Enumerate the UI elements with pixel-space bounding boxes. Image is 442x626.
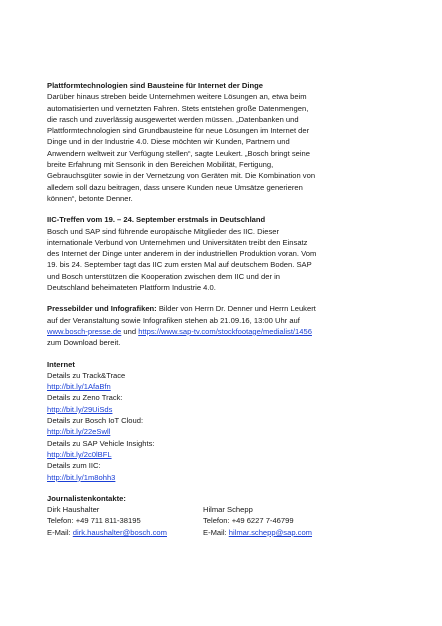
contact-name: Dirk Haushalter bbox=[47, 505, 100, 515]
contact-email-row bbox=[203, 527, 403, 538]
press-between: und bbox=[121, 326, 139, 336]
internet-link-sap-vehicle-insights[interactable]: http://bit.ly/2c0lBFL bbox=[47, 449, 112, 459]
section-heading-platform: Plattformtechnologien sind Bausteine für Internet der Dinge bbox=[47, 81, 264, 90]
press-line-1 bbox=[47, 303, 407, 314]
body-line: Dinge und in der Industrie 4.0. Diese möchten wir Kunden, Partnern und bbox=[47, 137, 290, 147]
sap-tv-link[interactable]: https://www.sap-tv.com/stockfootage/medialist/1456 bbox=[138, 326, 312, 336]
body-line: internationale Verbund von Unternehmen und Universitäten treibt den Einsatz bbox=[47, 237, 308, 247]
section-heading-internet: Internet bbox=[47, 359, 75, 369]
body-line: Darüber hinaus streben beide Unternehmen weitere Lösungen an, etwa beim bbox=[47, 92, 307, 102]
body-line: breite Erfahrung mit Sensorik in den Bereichen Mobilität, Fertigung, bbox=[47, 160, 274, 170]
body-line: Anwendern weltweit zur Verfügung stellen“, sagte Leukert. „Bosch bringt seine bbox=[47, 148, 310, 158]
body-line: 19. bis 24. September tagt das IIC zum ersten Mal auf deutschem Boden. SAP bbox=[47, 260, 312, 270]
internet-label: Details zur Bosch IoT Cloud: bbox=[47, 416, 144, 426]
press-lead: Pressebilder und Infografiken: bbox=[47, 304, 157, 314]
contact-email-link-sap[interactable]: hilmar.schepp@sap.com bbox=[228, 527, 313, 537]
body-line: Deutschland beheimateten Plattform Industrie 4.0. bbox=[47, 283, 216, 293]
press-text: Bilder von Herrn Dr. Denner und Herrn Leukert bbox=[156, 304, 316, 314]
body-line: Gebrauchsgüter sowie in der Vernetzung von Geräten mit. Die Kombination von bbox=[47, 171, 316, 181]
contact-phone: Telefon: +49 711 811-38195 bbox=[47, 516, 141, 526]
contact-phone: Telefon: +49 6227 7-46799 bbox=[203, 516, 294, 526]
body-line: können“, betonte Denner. bbox=[47, 193, 133, 203]
body-line: automatisierten und vernetzten Fahren. Stets entstehen große Datenmengen, bbox=[47, 103, 309, 113]
body-line: die rasch und zuverlässig ausgewertet werden müssen. „Datenbanken und bbox=[47, 114, 299, 124]
internet-label: Details zu Track&Trace bbox=[47, 370, 126, 380]
contact-email-row bbox=[47, 527, 203, 538]
section-body-iic bbox=[47, 226, 407, 294]
section-body-platform bbox=[47, 91, 407, 204]
bosch-presse-link[interactable]: www.bosch-presse.de bbox=[47, 326, 122, 336]
press-line-3 bbox=[47, 326, 407, 337]
section-contacts bbox=[47, 493, 407, 538]
internet-link-zeno-track[interactable]: http://bit.ly/29UiSds bbox=[47, 404, 113, 414]
section-platform bbox=[47, 80, 407, 204]
internet-link-iic[interactable]: http://bit.ly/1m8ohh3 bbox=[47, 472, 116, 482]
contacts-heading: Journalistenkontakte: bbox=[47, 493, 126, 503]
contact-sap bbox=[203, 504, 403, 538]
press-line-4: zum Download bereit. bbox=[47, 338, 121, 348]
internet-link-bosch-iot-cloud[interactable]: http://bit.ly/22eSwll bbox=[47, 427, 111, 437]
press-line-2: auf der Veranstaltung sowie Infografiken stehen ab 21.09.16, 13:00 Uhr auf bbox=[47, 315, 300, 325]
document-content bbox=[47, 80, 407, 538]
internet-link-track-trace[interactable]: http://bit.ly/1AfaBfn bbox=[47, 382, 111, 392]
body-line: und Bosch unterstützen die Kooperation zwischen dem IIC und der in bbox=[47, 271, 281, 281]
body-line: Bosch und SAP sind führende europäische Mitglieder des IIC. Dieser bbox=[47, 226, 280, 236]
email-label: E-Mail: bbox=[47, 527, 73, 537]
body-line: Plattformtechnologien sind Grundbausteine für neue Lösungen im Internet der bbox=[47, 126, 310, 136]
section-press-images bbox=[47, 303, 407, 348]
section-heading-iic: IIC-Treffen vom 19. – 24. September erstmals in Deutschland bbox=[47, 215, 266, 225]
section-iic bbox=[47, 214, 407, 293]
internet-label: Details zu Zeno Track: bbox=[47, 393, 123, 403]
internet-label: Details zum IIC: bbox=[47, 461, 101, 471]
contact-name: Hilmar Schepp bbox=[203, 505, 253, 515]
contacts-columns bbox=[47, 504, 407, 538]
section-internet bbox=[47, 359, 407, 483]
contact-email-link-bosch[interactable]: dirk.haushalter@bosch.com bbox=[72, 527, 167, 537]
body-line: alledem soll dazu beitragen, dass unsere Kunden neue Umsätze generieren bbox=[47, 182, 303, 192]
contact-bosch bbox=[47, 504, 203, 538]
email-label: E-Mail: bbox=[203, 527, 229, 537]
internet-label: Details zu SAP Vehicle Insights: bbox=[47, 438, 155, 448]
body-line: des Internet der Dinge unter anderem in der industriellen Produktion voran. Vom bbox=[47, 249, 317, 259]
